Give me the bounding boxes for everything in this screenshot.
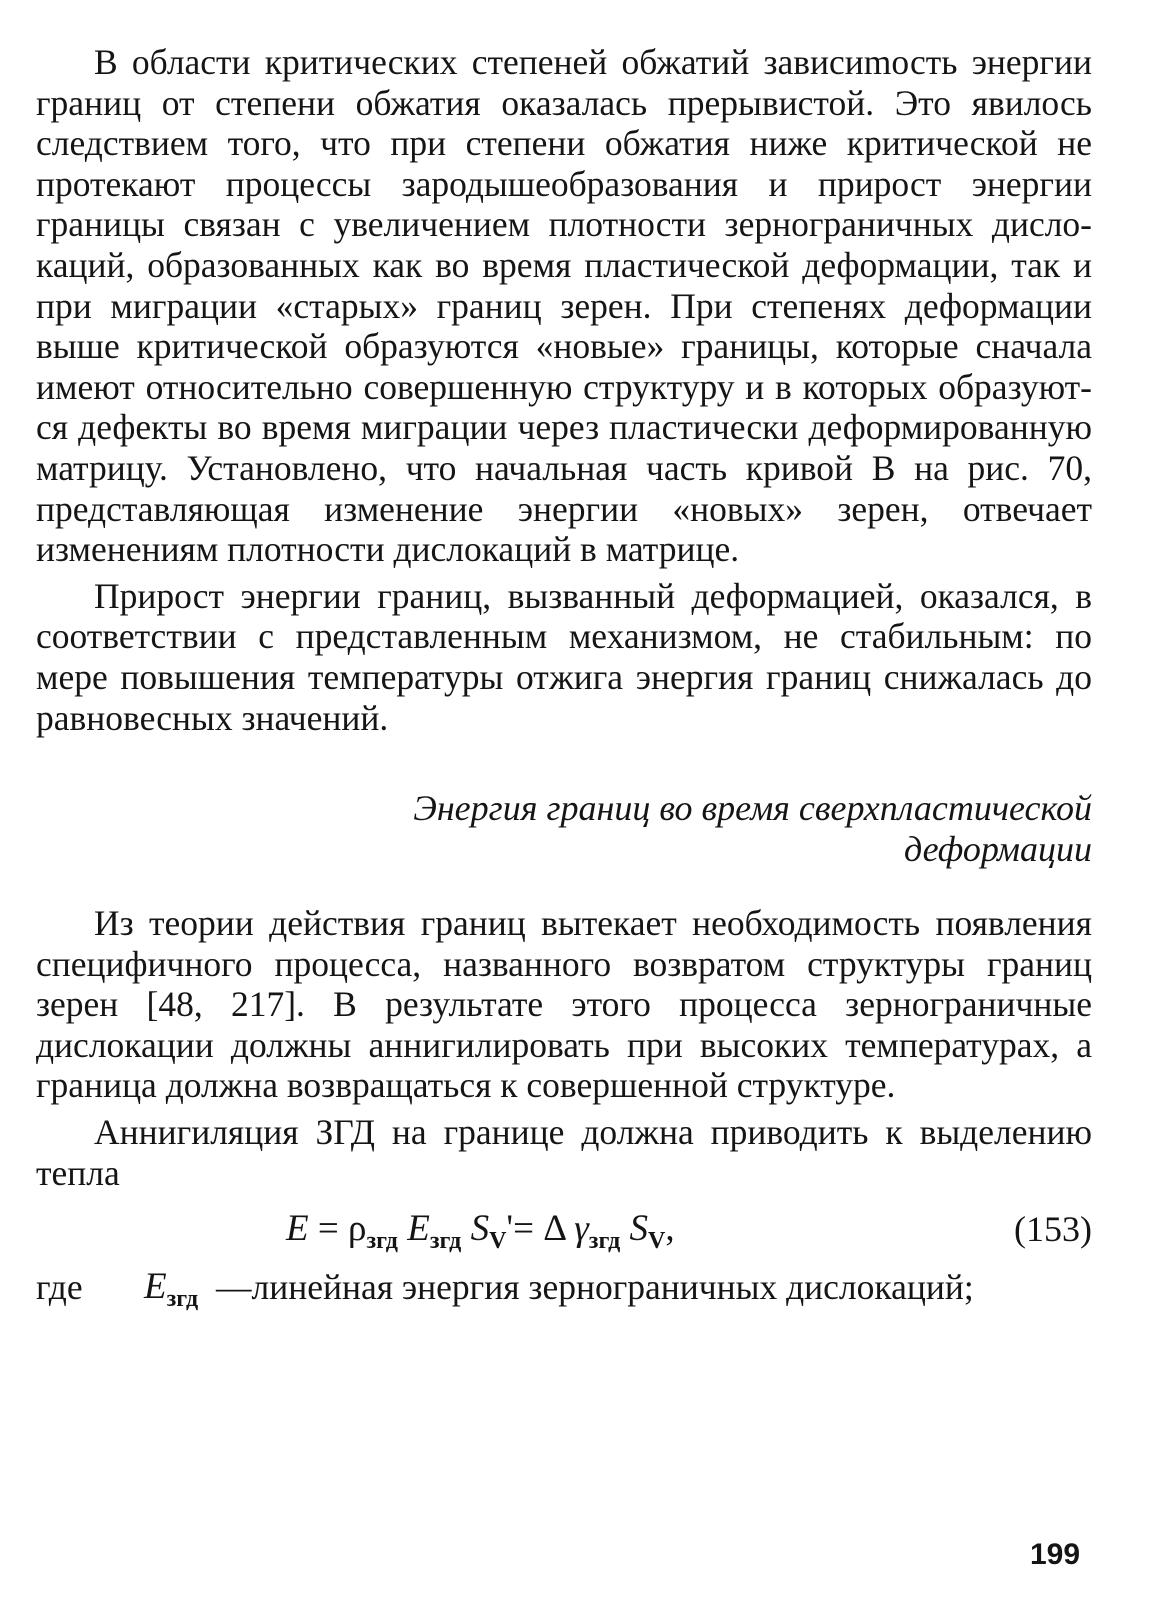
formula-gamma: γ [574,1208,589,1250]
formula-gamma-subscript: згд [588,1228,621,1255]
formula-area-2-subscript: V [648,1228,666,1255]
formula-equals-1: = [308,1208,348,1250]
page-number: 199 [1030,1538,1081,1571]
formula-area-1-subscript: V [489,1228,507,1255]
paragraph-2: Прирост энергии границ, вызванный деформацией, оказался, в соответствии с представленным механизмом, не стабильным: по мере повышения температуры отжига энергия границ снижалась до равновесных значений. [36,575,1092,738]
formula-comma: , [665,1208,675,1250]
section-heading [36,788,1092,870]
formula-rho-subscript: згд [366,1228,398,1255]
section-heading-line-2: деформации [904,829,1092,870]
formula-equals-2: = Δ [513,1208,575,1250]
formula [286,1201,675,1269]
formula-energy-subscript: згд [429,1228,462,1255]
section-heading-line-1: Энергия границ во время сверхпластической [413,788,1092,829]
formula-lhs: E [286,1208,309,1250]
paragraph-4: Аннигиляция ЗГД на границе должна приводить к выделению тепла [36,1112,1092,1193]
formula-energy: E [407,1208,430,1250]
paragraph-3: Из теории действия границ вытекает необходимость появления специфичного процесса, названного возвратом структуры границ зерен [48, 217]. В результате этого процесса зернограничные дислокации должны аннигилировать при высоких температурах, а граница должна возвращаться к совершенной структуре. [36,903,1092,1106]
where-definition: —линейная энергия зернограничных дислокаций; [216,1267,974,1308]
paragraph-1: В области критических степеней обжатий зависиmость энергии границ от степени обжатия оказалась прерывистой. Это явилось следствием того, что при степени обжатия ниже критической не протекают процессы зародышеобразования и прирост энергии границы связан с увеличением плотности зернограничных дислокаций, образованных как во время пластической деформации, так и при миграции «старых» границ зерен. При степенях деформации выше критической образуются «новые» границы, которые сначала имеют относительно совершенную структуру и в которых образуются дефекты во время миграции через пластически деформированную матрицу. Установлено, что начальная часть кривой B на рис. 70, представляющая изменение энергии «новых» зерен, отвечает изменениям плотности дислокаций в матрице. [36,42,1092,570]
equation-number: (153) [1014,1209,1092,1250]
formula-area-1: S [470,1208,490,1250]
where-symbol [144,1267,198,1319]
formula-rho: ρ [347,1208,367,1250]
where-symbol-subscript: згд [166,1286,199,1313]
equation-153 [36,1201,1092,1257]
page-text [36,42,1092,1357]
where-word: где [36,1267,83,1308]
where-clause [36,1267,1092,1357]
formula-area-2: S [629,1208,649,1250]
where-symbol-letter: E [144,1266,167,1308]
formula-prime: ' [506,1208,514,1250]
